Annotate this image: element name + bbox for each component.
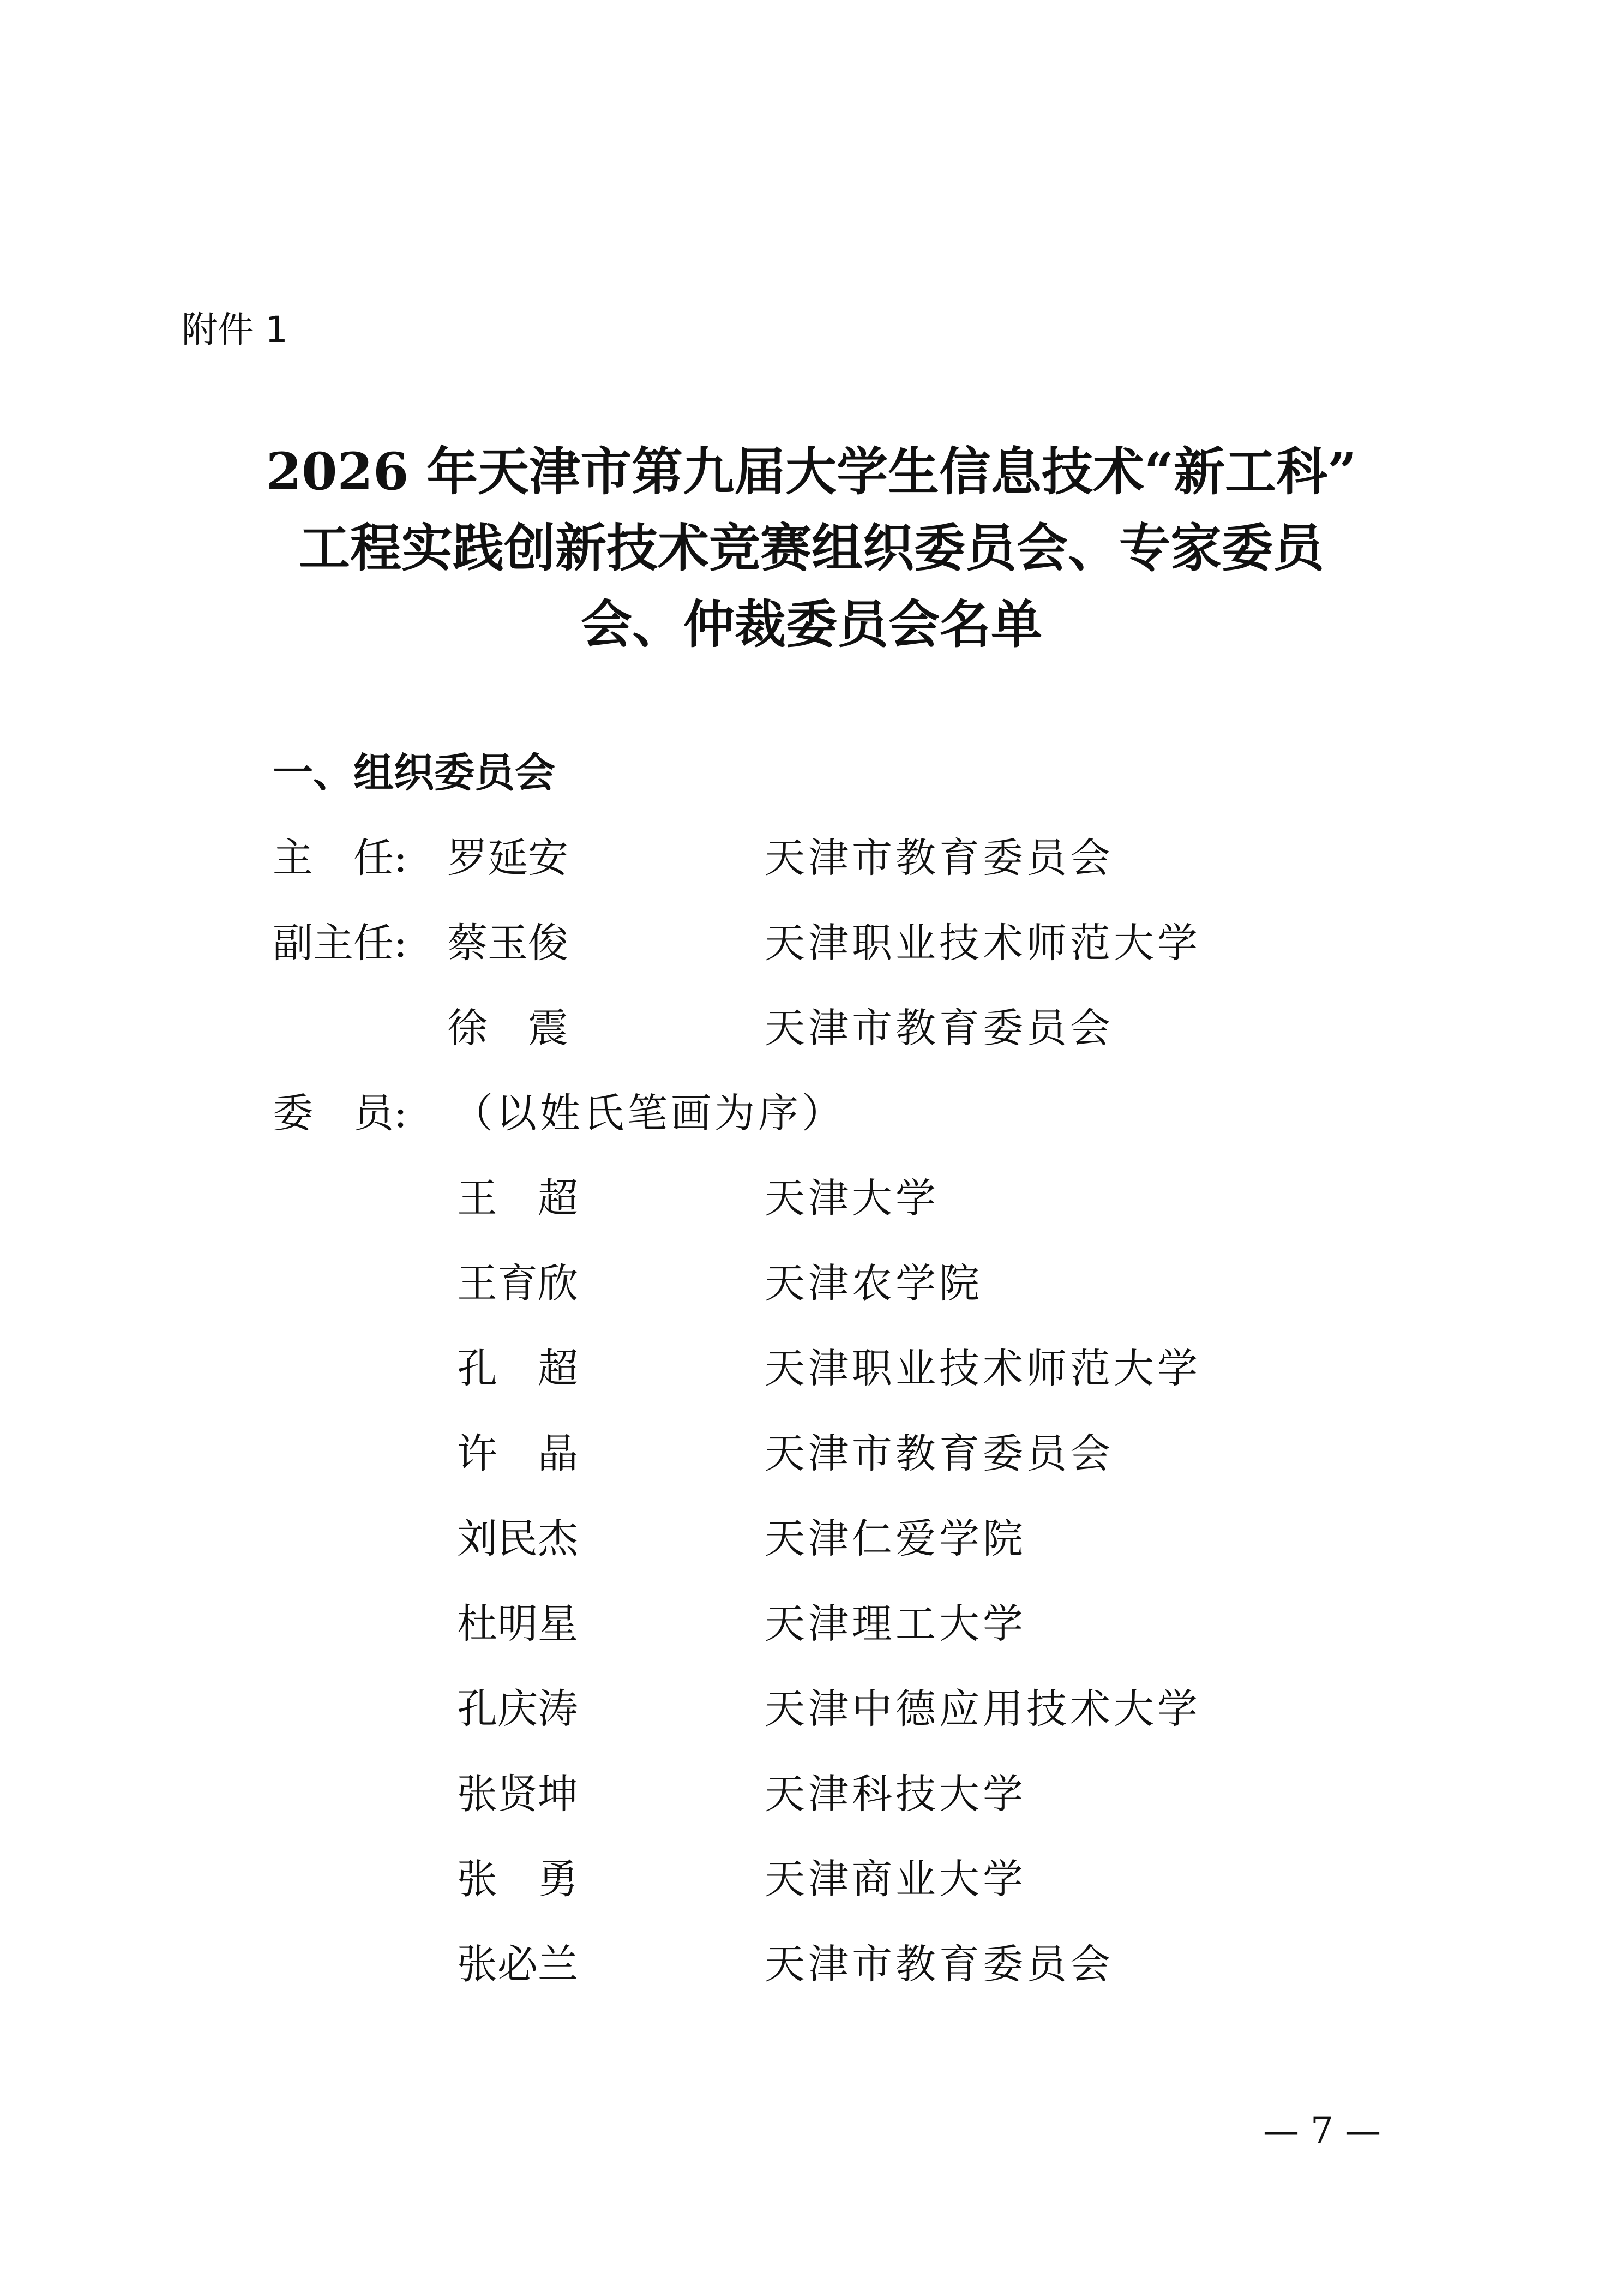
member-row bbox=[0, 1764, 1623, 1824]
organization: 天津市教育委员会 bbox=[765, 1430, 1114, 1477]
member-row bbox=[0, 1254, 1623, 1314]
person-name: 孔 超 bbox=[457, 1345, 578, 1392]
document-title bbox=[180, 434, 1443, 663]
title-line: 工程实践创新技术竞赛组织委员会、专家委员 bbox=[298, 518, 1324, 578]
ordering-note: （以姓氏笔画为序） bbox=[453, 1090, 845, 1137]
member-row bbox=[0, 1849, 1623, 1909]
leader-row bbox=[0, 913, 1623, 973]
section-heading: 一、组织委员会 bbox=[273, 750, 555, 796]
organization: 天津农学院 bbox=[765, 1260, 983, 1307]
organization: 天津市教育委员会 bbox=[765, 1941, 1114, 1988]
member-row bbox=[0, 1339, 1623, 1399]
organization: 天津科技大学 bbox=[765, 1771, 1026, 1818]
person-name: 王 超 bbox=[457, 1175, 578, 1222]
person-name: 蔡玉俊 bbox=[447, 920, 568, 967]
member-row bbox=[0, 1934, 1623, 1994]
person-name: 刘民杰 bbox=[457, 1515, 578, 1562]
page-number: — 7 — bbox=[1263, 2109, 1381, 2151]
organization: 天津大学 bbox=[765, 1175, 939, 1222]
person-name: 张 勇 bbox=[457, 1856, 578, 1903]
member-row bbox=[0, 1509, 1623, 1569]
person-name: 徐 震 bbox=[447, 1005, 568, 1052]
role-label: 委 员: bbox=[273, 1090, 407, 1137]
role-label: 主 任: bbox=[273, 835, 407, 882]
organization: 天津中德应用技术大学 bbox=[765, 1686, 1201, 1733]
organization: 天津职业技术师范大学 bbox=[765, 920, 1201, 967]
person-name: 许 晶 bbox=[457, 1430, 578, 1477]
members-header-row bbox=[0, 1083, 1623, 1143]
person-name: 孔庆涛 bbox=[457, 1686, 578, 1733]
member-row bbox=[0, 1168, 1623, 1228]
person-name: 张必兰 bbox=[457, 1941, 578, 1988]
leader-row bbox=[0, 998, 1623, 1058]
organization: 天津市教育委员会 bbox=[765, 835, 1114, 882]
organization: 天津职业技术师范大学 bbox=[765, 1345, 1201, 1392]
attachment-label: 附件 1 bbox=[182, 309, 288, 351]
organization: 天津商业大学 bbox=[765, 1856, 1026, 1903]
title-line: 2026 年天津市第九届大学生信息技术“新工科” bbox=[266, 442, 1357, 502]
organization: 天津仁爱学院 bbox=[765, 1515, 1026, 1562]
organization: 天津市教育委员会 bbox=[765, 1005, 1114, 1052]
person-name: 罗延安 bbox=[447, 835, 568, 882]
organization: 天津理工大学 bbox=[765, 1600, 1026, 1647]
person-name: 王育欣 bbox=[457, 1260, 578, 1307]
member-row bbox=[0, 1594, 1623, 1654]
leader-row bbox=[0, 828, 1623, 888]
person-name: 杜明星 bbox=[457, 1600, 578, 1647]
title-line: 会、仲裁委员会名单 bbox=[580, 595, 1042, 655]
role-label: 副主任: bbox=[273, 920, 407, 967]
person-name: 张贤坤 bbox=[457, 1771, 578, 1818]
member-row bbox=[0, 1679, 1623, 1739]
member-row bbox=[0, 1424, 1623, 1484]
